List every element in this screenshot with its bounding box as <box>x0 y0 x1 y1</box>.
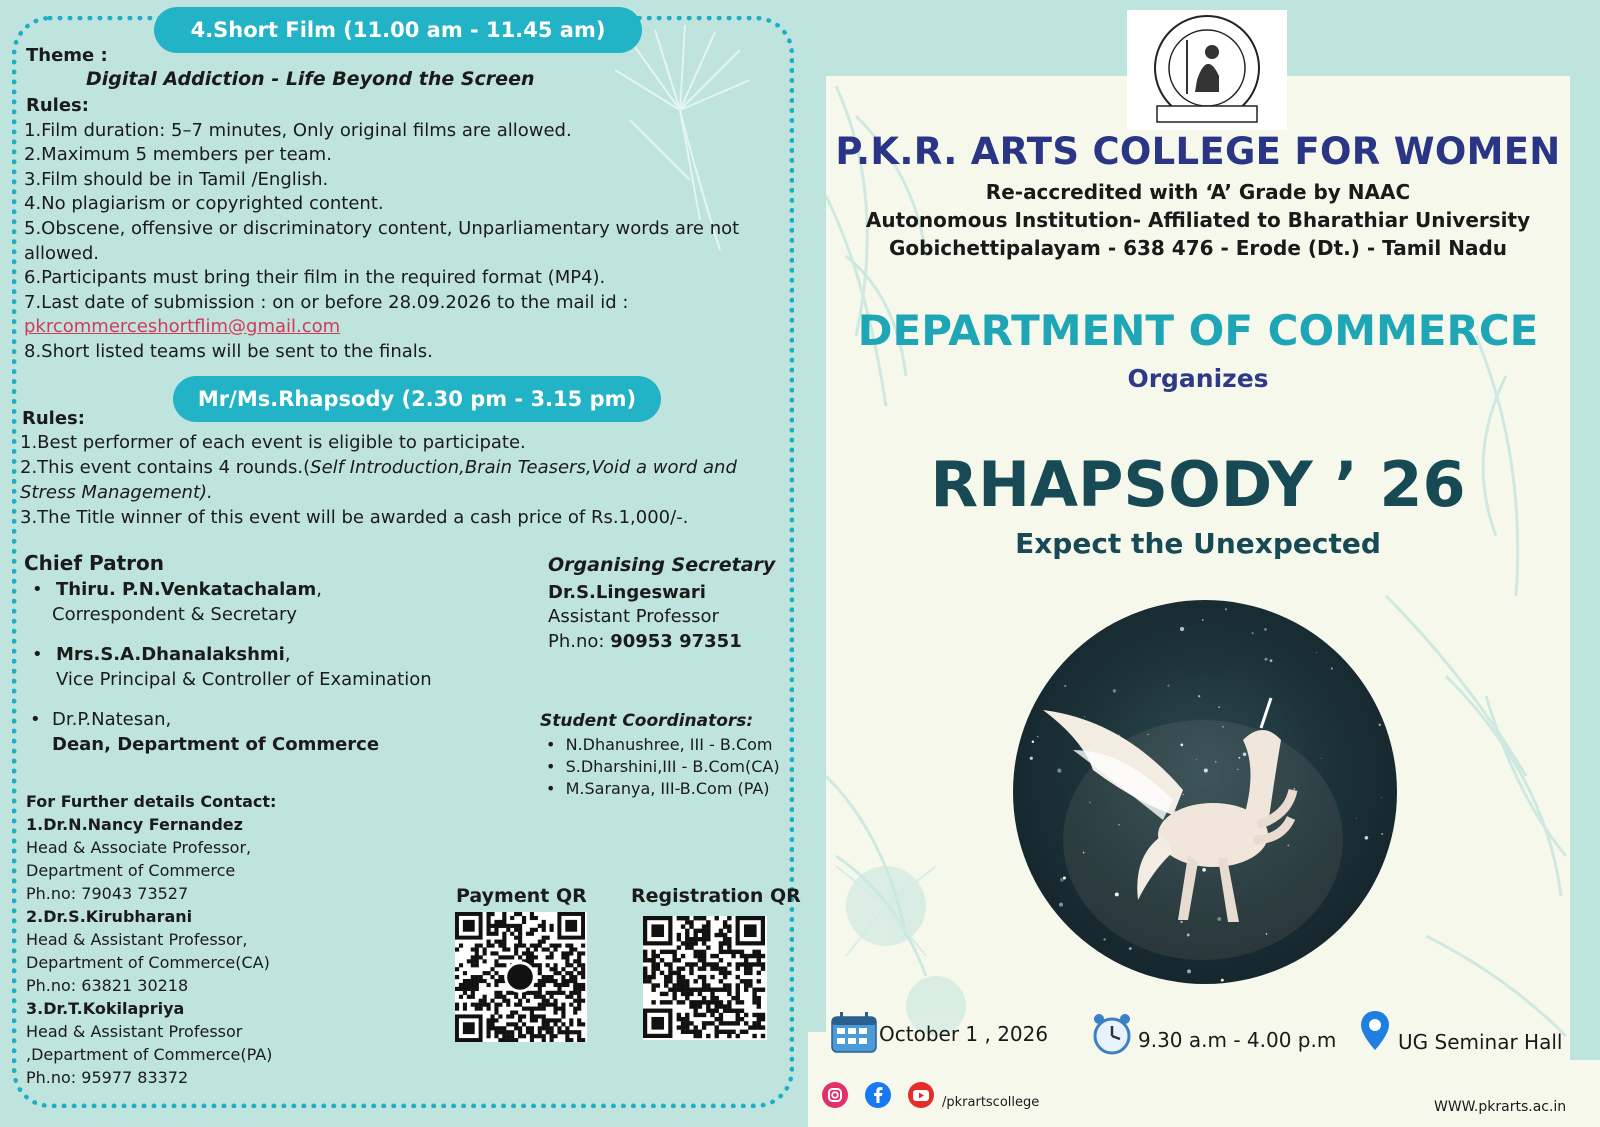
organizes-text: Organizes <box>1127 364 1269 393</box>
film-rule: 4.No plagiarism or copyrighted content. <box>24 193 384 214</box>
film-rule: 1.Film duration: 5–7 minutes, Only original films are allowed. <box>24 120 572 141</box>
contact-2-dept: Department of Commerce(CA) <box>26 953 270 972</box>
patron-3-name: Dr.P.Natesan, <box>52 709 172 730</box>
contact-2-name: 2.Dr.S.Kirubharani <box>26 907 193 926</box>
contact-3-role: Head & Assistant Professor <box>26 1022 243 1041</box>
coordinator-item: • M.Saranya, III-B.Com (PA) <box>546 779 770 798</box>
contact-1-dept: Department of Commerce <box>26 861 236 880</box>
contact-heading: For Further details Contact: <box>26 792 277 811</box>
contact-3-phone: Ph.no: 95977 83372 <box>26 1068 189 1087</box>
payment-qr-code[interactable] <box>455 912 587 1042</box>
film-rule: 6.Participants must bring their film in the required format (MP4). <box>24 267 606 288</box>
phone-number: 90953 97351 <box>610 631 742 652</box>
contact-3-dept: ,Department of Commerce(PA) <box>26 1045 273 1064</box>
bullet: • <box>32 579 43 600</box>
rhapsody-rule: Stress Management). <box>20 482 213 503</box>
contact-1-role: Head & Associate Professor, <box>26 838 252 857</box>
patron-3-role: Dean, Department of Commerce <box>52 734 380 755</box>
theme-text: Digital Addiction - Life Beyond the Screen <box>86 68 535 90</box>
coordinator-name: M.Saranya, III-B.Com (PA) <box>565 779 770 798</box>
event-time: 9.30 a.m - 4.00 p.m <box>1138 1028 1337 1052</box>
rhapsody-rules-label: Rules: <box>22 408 85 429</box>
department-title: DEPARTMENT OF COMMERCE <box>857 306 1539 355</box>
bullet: • <box>30 709 41 730</box>
youtube-icon[interactable] <box>908 1082 934 1108</box>
theme-label: Theme : <box>26 45 108 66</box>
registration-qr-code[interactable] <box>643 916 767 1040</box>
org-secretary-name: Dr.S.Lingeswari <box>548 582 706 603</box>
contact-3-name: 3.Dr.T.Kokilapriya <box>26 999 185 1018</box>
film-rule: 3.Film should be in Tamil /English. <box>24 169 329 190</box>
college-name: P.K.R. ARTS COLLEGE FOR WOMEN <box>835 130 1561 173</box>
instagram-icon[interactable] <box>822 1082 848 1108</box>
contact-2-phone: Ph.no: 63821 30218 <box>26 976 189 995</box>
rule2-prefix: 2.This event contains 4 rounds.( <box>20 457 311 478</box>
college-seal-icon <box>1127 10 1287 130</box>
rhapsody-rule: 1.Best performer of each event is eligible to participate. <box>20 432 526 453</box>
patron-1-role: Correspondent & Secretary <box>52 604 298 625</box>
event-tagline: Expect the Unexpected <box>1015 527 1381 560</box>
coordinator-name: N.Dhanushree, III - B.Com <box>565 735 773 754</box>
bullet: • <box>32 644 43 665</box>
film-rule: allowed. <box>24 243 99 264</box>
rhapsody-rule: 3.The Title winner of this event will be awarded a cash price of Rs.1,000/-. <box>20 507 689 528</box>
patron-2-name: Mrs.S.A.Dhanalakshmi <box>56 644 285 665</box>
rule2-rounds: Self Introduction,Brain Teasers,Void a word and <box>310 457 737 478</box>
student-coordinators-heading: Student Coordinators: <box>540 711 754 731</box>
submission-email-link[interactable]: pkrcommerceshortflim@gmail.com <box>24 316 341 337</box>
coordinator-name: S.Dharshini,III - B.Com(CA) <box>565 757 780 776</box>
contact-1-phone: Ph.no: 79043 73527 <box>26 884 189 903</box>
film-rule: 7.Last date of submission : on or before 28.09.2026 to the mail id : <box>24 292 629 313</box>
coordinator-item: • S.Dharshini,III - B.Com(CA) <box>546 757 780 776</box>
address-line: Gobichettipalayam - 638 476 - Erode (Dt.) - Tamil Nadu <box>888 236 1508 260</box>
affiliation-line: Autonomous Institution- Affiliated to Bharathiar University <box>865 208 1531 232</box>
accreditation-line: Re-accredited with ‘A’ Grade by NAAC <box>985 180 1411 204</box>
clock-icon <box>1090 1012 1134 1056</box>
event-date: October 1 , 2026 <box>879 1022 1049 1046</box>
rhapsody-rule <box>20 455 737 480</box>
pegasus-icon <box>1013 600 1397 984</box>
facebook-icon[interactable] <box>865 1082 891 1108</box>
event-title: RHAPSODY ’ 26 <box>930 448 1466 521</box>
pegasus-image <box>1013 600 1397 984</box>
patron-2-role: Vice Principal & Controller of Examination <box>56 669 432 690</box>
patron-1-comma: , <box>316 579 322 600</box>
film-rule: 5.Obscene, offensive or discriminatory content, Unparliamentary words are not <box>24 218 740 239</box>
patron-2 <box>56 642 291 667</box>
social-handle[interactable]: /pkrartscollege <box>942 1095 1040 1110</box>
contact-1-name: 1.Dr.N.Nancy Fernandez <box>26 815 243 834</box>
chief-patron-heading: Chief Patron <box>24 551 165 575</box>
coordinator-item: • N.Dhanushree, III - B.Com <box>546 735 773 754</box>
film-rule: 2.Maximum 5 members per team. <box>24 144 332 165</box>
patron-1-name: Thiru. P.N.Venkatachalam <box>56 579 317 600</box>
website-link[interactable]: WWW.pkrarts.ac.in <box>1434 1099 1567 1115</box>
registration-qr-label: Registration QR <box>631 885 801 907</box>
payment-qr-label: Payment QR <box>456 885 587 907</box>
patron-2-comma: , <box>284 644 291 665</box>
org-secretary-role: Assistant Professor <box>548 606 719 627</box>
film-rules-label: Rules: <box>26 95 89 116</box>
rhapsody-event-title: Mr/Ms.Rhapsody (2.30 pm - 3.15 pm) <box>173 376 661 422</box>
org-secretary-heading: Organising Secretary <box>548 554 776 576</box>
event-venue: UG Seminar Hall <box>1398 1030 1563 1054</box>
contact-2-role: Head & Assistant Professor, <box>26 930 248 949</box>
location-pin-icon <box>1360 1010 1390 1052</box>
short-film-title: 4.Short Film (11.00 am - 11.45 am) <box>154 7 642 53</box>
org-secretary-phone <box>548 629 742 654</box>
calendar-icon <box>830 1012 878 1054</box>
film-rule: 8.Short listed teams will be sent to the finals. <box>24 341 433 362</box>
patron-1 <box>56 577 322 602</box>
phone-label: Ph.no: <box>548 631 611 652</box>
college-logo <box>1127 10 1287 130</box>
